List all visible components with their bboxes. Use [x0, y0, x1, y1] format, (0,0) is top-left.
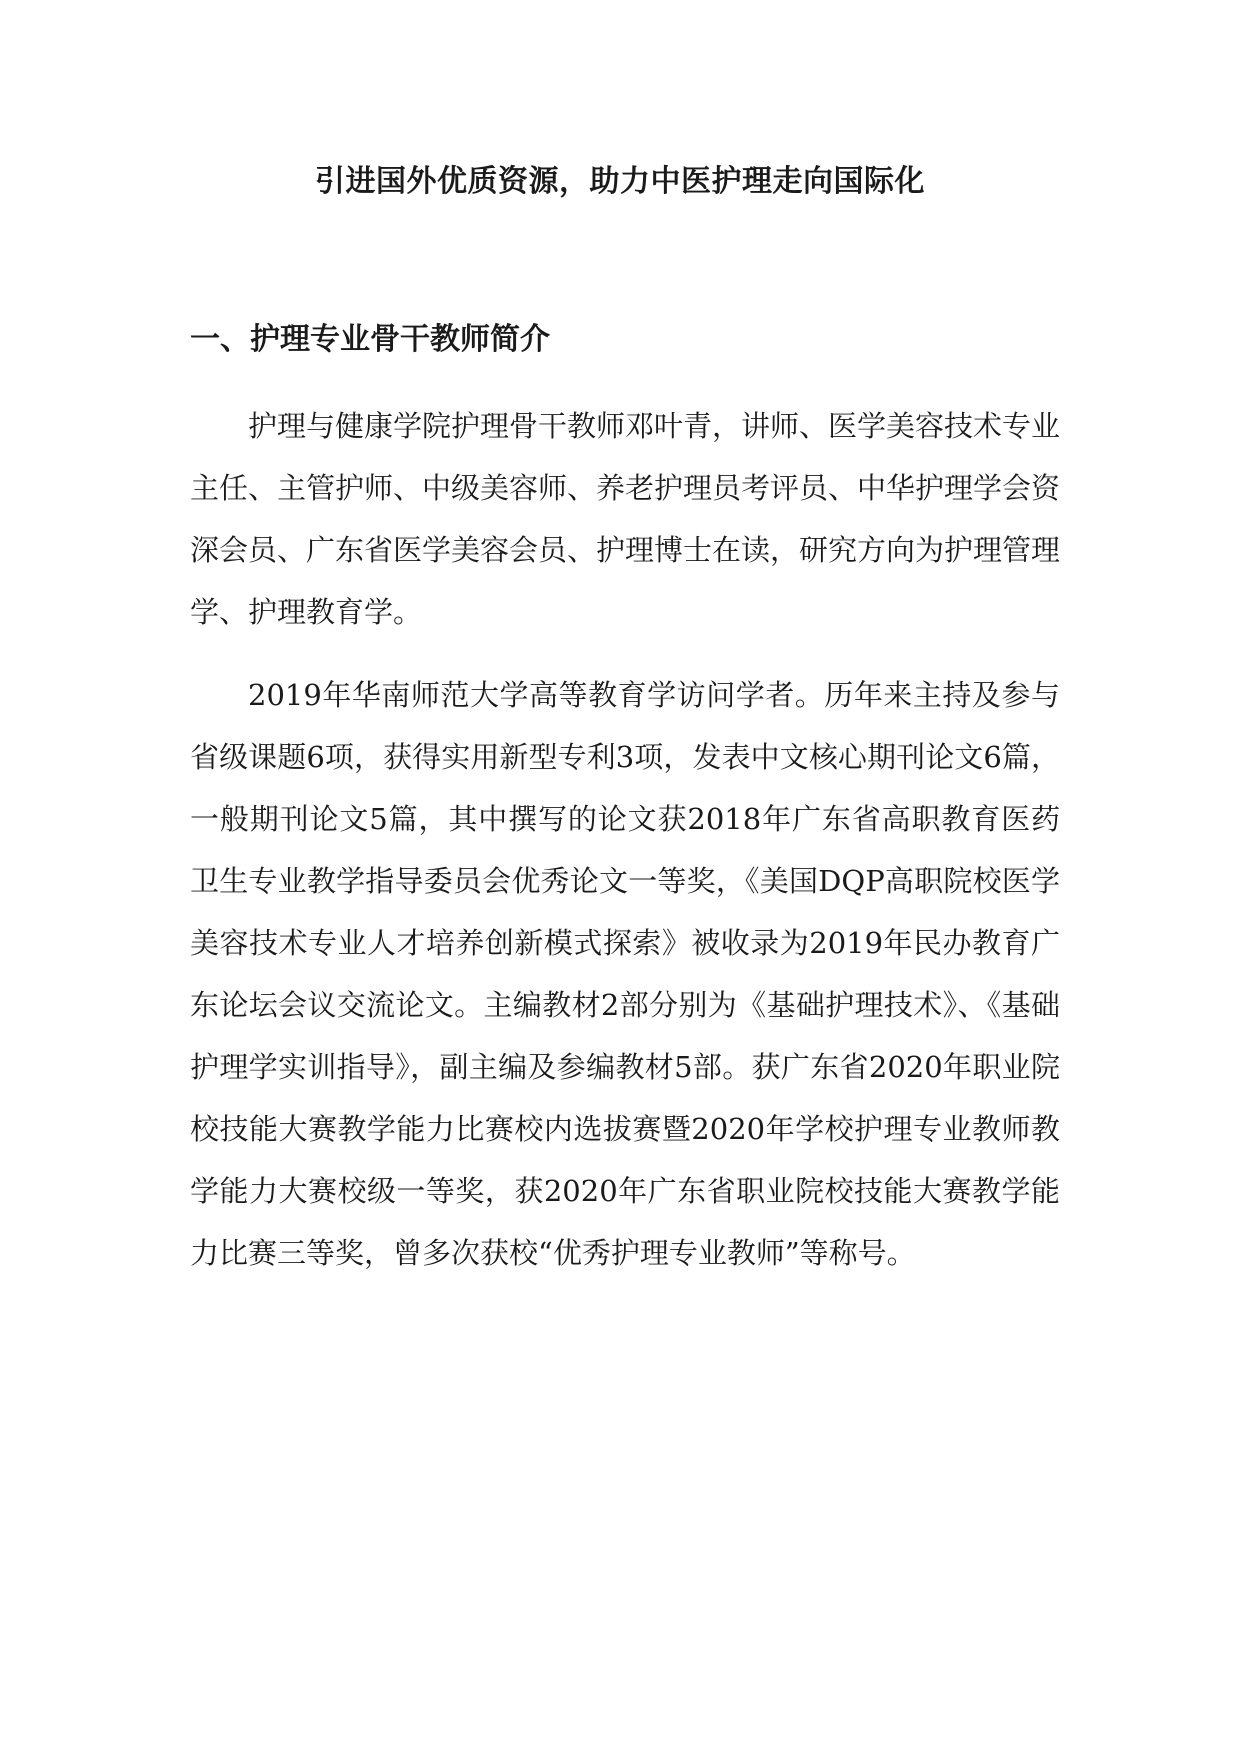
document-title: 引进国外优质资源，助力中医护理走向国际化: [315, 164, 925, 199]
body-paragraph-2: 2019年华南师范大学高等教育学访问学者。历年来主持及参与省级课题6项，获得实用新型专利3项，发表中文核心期刊论文6篇，一般期刊论文5篇，其中撰写的论文获2018年广东省高职教育医药卫生专业教学指导委员会优秀论文一等奖，《美国DQP高职院校医学美容技术专业人才培养创新模式探索》被收录为2019年民办教育广东论坛会议交流论文。主编教材2部分别为《基础护理技术》、《基础护理学实训指导》，副主编及参编教材5部。获广东省2020年职业院校技能大赛教学能力比赛校内选拔赛暨2020年学校护理专业教师教学能力大赛校级一等奖，获2020年广东省职业院校技能大赛教学能力比赛三等奖，曾多次获校“优秀护理专业教师”等称号。: [190, 678, 1060, 1270]
section-heading: 一、护理专业骨干教师简介: [190, 322, 550, 357]
body-paragraph-1: 护理与健康学院护理骨干教师邓叶青，讲师、医学美容技术专业主任、主管护师、中级美容师、养老护理员考评员、中华护理学会资深会员、广东省医学美容会员、护理博士在读，研究方向为护理管理学、护理教育学。: [190, 409, 1061, 629]
